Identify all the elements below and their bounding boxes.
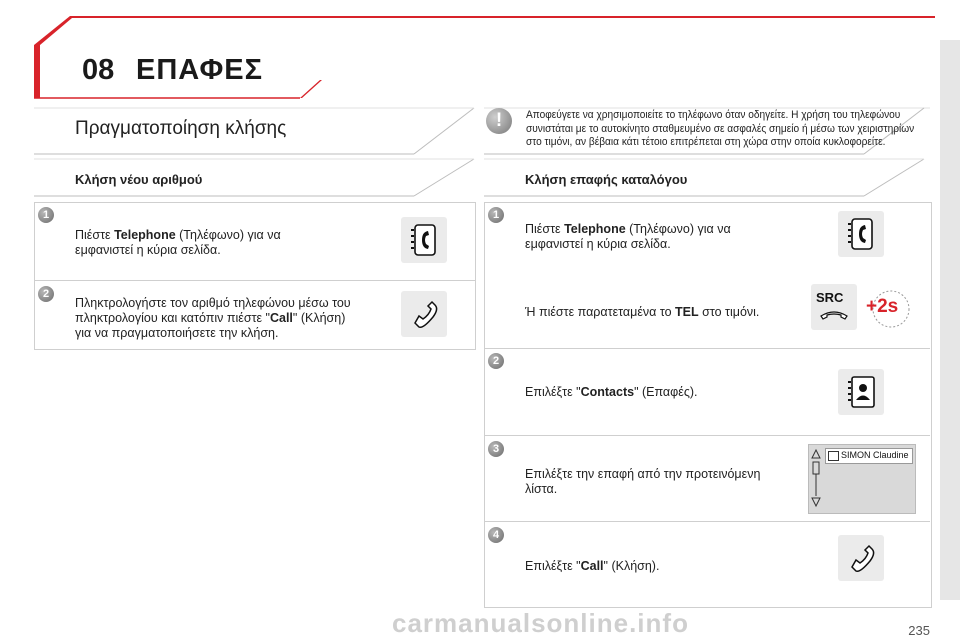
- contact-card-icon: [828, 451, 839, 461]
- chapter-number: 08: [82, 54, 115, 86]
- step-badge: 4: [488, 527, 504, 543]
- step-badge: 1: [488, 207, 504, 223]
- handset-icon: [401, 291, 447, 337]
- call-button-icon-box: [401, 291, 447, 337]
- telephone-icon: [838, 211, 884, 257]
- contact-list-screen: [808, 444, 916, 514]
- handset-icon: [819, 308, 849, 322]
- left-step-1-text: Πιέστε Telephone (Τηλέφωνο) για να εμφανιστεί η κύρια σελίδα.: [75, 228, 281, 257]
- chapter-title: ΕΠΑΦΕΣ: [136, 54, 263, 86]
- src-label: SRC: [816, 290, 844, 305]
- step-badge: 1: [38, 207, 54, 223]
- call-button-icon-box: [838, 535, 884, 581]
- warning-icon: !: [486, 108, 512, 134]
- right-step-3-text: Επιλέξτε την επαφή από την προτεινόμενη λίστα.: [525, 467, 761, 496]
- step-badge: 3: [488, 441, 504, 457]
- side-bar: [940, 40, 960, 600]
- watermark: carmanualsonline.info: [392, 608, 689, 638]
- step-badge: 2: [38, 286, 54, 302]
- warning-text: Αποφεύγετε να χρησιμοποιείτε το τηλέφωνο όταν οδηγείτε. Η χρήση του τηλεφώνου συνιστάται με το αυτοκίνητο σταθμευμένο σε ασφαλές σημείο ή μέσω των χειριστηρίων στο τιμόνι, αν βέβαια κάτι τέτοιο επιτρέπεται στη χώρα στην οποία κυκλοφορείτε.: [526, 109, 915, 148]
- page-title: Πραγματοποίηση κλήσης: [75, 118, 287, 139]
- contact-name: SIMON Claudine: [841, 450, 909, 460]
- handset-icon: [838, 535, 884, 581]
- telephone-icon: [401, 217, 447, 263]
- step-badge: 2: [488, 353, 504, 369]
- right-step-1-text: Πιέστε Telephone (Τηλέφωνο) για να εμφανιστεί η κύρια σελίδα.: [525, 222, 731, 251]
- telephone-button-icon-box: [838, 211, 884, 257]
- list-scrollbar: [811, 448, 821, 508]
- page-number: 235: [908, 623, 930, 638]
- hold-label: +2s: [866, 296, 899, 317]
- hold-2s-icon: [864, 286, 910, 332]
- right-step-2-text: Επιλέξτε "Contacts" (Επαφές).: [525, 385, 698, 399]
- right-divider: [485, 435, 930, 436]
- contacts-button-icon-box: [838, 369, 884, 415]
- right-divider: [485, 521, 930, 522]
- list-item-selected[interactable]: [825, 448, 913, 464]
- right-step-1b-text: Ή πιέστε παρατεταμένα το TEL στο τιμόνι.: [525, 305, 760, 319]
- left-heading: Κλήση νέου αριθμού: [75, 172, 203, 187]
- contacts-book-icon: [838, 369, 884, 415]
- right-heading: Κλήση επαφής καταλόγου: [525, 172, 688, 187]
- right-step-4-text: Επιλέξτε "Call" (Κλήση).: [525, 559, 660, 573]
- src-button-icon-box: [811, 284, 857, 330]
- left-divider: [35, 280, 475, 281]
- telephone-button-icon-box: [401, 217, 447, 263]
- right-divider: [485, 348, 930, 349]
- left-step-2-text: Πληκτρολογήστε τον αριθμό τηλεφώνου μέσω του πληκτρολογίου και κατόπιν πιέστε "Call" (Κλήση) για να πραγματοποιήσετε την κλήση.: [75, 296, 351, 340]
